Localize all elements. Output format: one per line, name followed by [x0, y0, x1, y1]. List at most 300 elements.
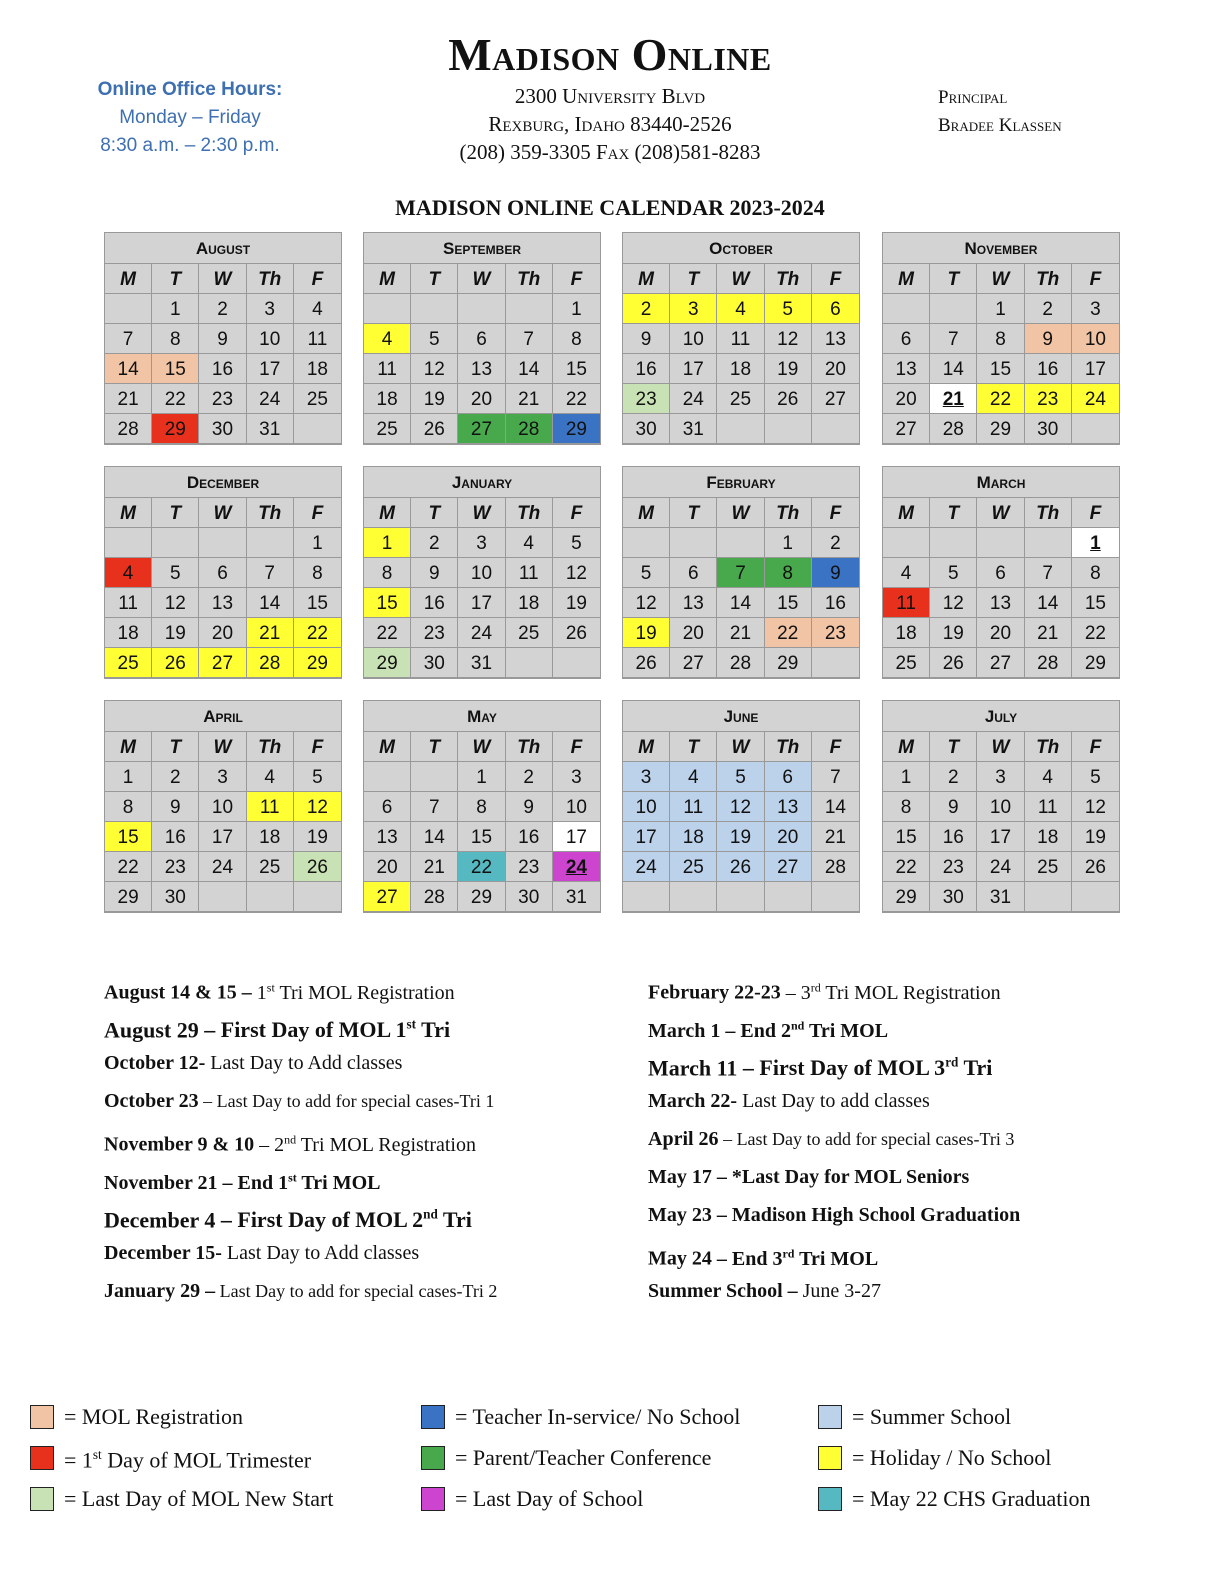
day-cell: 15	[152, 354, 199, 384]
day-cell: 14	[717, 588, 764, 618]
day-cell: 25	[1025, 852, 1072, 882]
day-cell: 12	[294, 792, 341, 822]
legend-label: = Teacher In-service/ No School	[455, 1404, 741, 1429]
day-cell: 27	[812, 384, 859, 414]
day-cell: 16	[930, 822, 977, 852]
weekday-header: T	[411, 732, 458, 762]
legend-label: = 1st Day of MOL Trimester	[64, 1447, 312, 1473]
day-cell: 31	[553, 882, 600, 912]
day-cell: 30	[199, 414, 246, 444]
event-item	[648, 1006, 1020, 1044]
day-cell: 24	[1072, 384, 1119, 414]
day-cell: 22	[458, 852, 505, 882]
day-cell: 27	[199, 648, 246, 678]
day-cell: 26	[717, 852, 764, 882]
day-cell: 25	[883, 648, 930, 678]
day-cell: 1	[977, 294, 1024, 324]
office-hours-time: 8:30 a.m. – 2:30 p.m.	[100, 135, 280, 156]
day-cell: 25	[105, 648, 152, 678]
day-cell: 11	[294, 324, 341, 354]
address-line-2: Rexburg, Idaho 83440-2526	[488, 112, 732, 136]
day-cell: 16	[199, 354, 246, 384]
day-cell: 3	[623, 762, 670, 792]
day-cell: 10	[1072, 324, 1119, 354]
day-cell: 4	[670, 762, 717, 792]
day-cell: 1	[364, 528, 411, 558]
weekday-header: T	[930, 498, 977, 528]
day-cell: 22	[152, 384, 199, 414]
day-cell: 17	[623, 822, 670, 852]
weekday-header: F	[553, 264, 600, 294]
events-list-left	[104, 968, 497, 1310]
day-cell: 14	[105, 354, 152, 384]
day-cell: 1	[458, 762, 505, 792]
day-cell: 7	[411, 792, 458, 822]
day-cell: 29	[294, 648, 341, 678]
day-cell: 1	[765, 528, 812, 558]
event-description: Last Day to add classes	[737, 1090, 930, 1112]
day-cell: 8	[294, 558, 341, 588]
day-cell: 29	[364, 648, 411, 678]
legend-swatch	[421, 1446, 445, 1470]
month-grid	[883, 264, 1119, 444]
month-name: December	[105, 467, 341, 498]
day-cell: 1	[553, 294, 600, 324]
day-cell: 19	[623, 618, 670, 648]
day-cell: 24	[247, 384, 294, 414]
weekday-header: F	[1072, 264, 1119, 294]
month-name: July	[883, 701, 1119, 732]
day-cell: 22	[553, 384, 600, 414]
day-cell: 29	[765, 648, 812, 678]
day-cell: 1	[883, 762, 930, 792]
day-cell: 6	[199, 558, 246, 588]
day-cell: 12	[930, 588, 977, 618]
day-cell: 21	[930, 384, 977, 414]
empty-day-cell	[883, 528, 930, 558]
day-cell: 30	[1025, 414, 1072, 444]
legend-item	[818, 1396, 1091, 1437]
day-cell: 19	[152, 618, 199, 648]
day-cell: 12	[152, 588, 199, 618]
day-cell: 13	[977, 588, 1024, 618]
day-cell: 17	[199, 822, 246, 852]
event-date: February 22-23	[648, 981, 781, 1004]
event-description: Last Day to Add classes	[205, 1052, 403, 1074]
school-header	[380, 28, 840, 166]
day-cell: 18	[506, 588, 553, 618]
day-cell: 19	[930, 618, 977, 648]
legend-swatch	[421, 1405, 445, 1429]
weekday-header: W	[717, 264, 764, 294]
legend-item	[421, 1437, 740, 1478]
day-cell: 26	[623, 648, 670, 678]
month-grid	[623, 498, 859, 678]
day-cell: 8	[364, 558, 411, 588]
day-cell: 23	[506, 852, 553, 882]
legend-label: = Summer School	[852, 1404, 1012, 1429]
day-cell: 6	[765, 762, 812, 792]
day-cell: 8	[765, 558, 812, 588]
day-cell: 7	[247, 558, 294, 588]
day-cell: 10	[458, 558, 505, 588]
empty-day-cell	[247, 882, 294, 912]
day-cell: 21	[1025, 618, 1072, 648]
day-cell: 2	[623, 294, 670, 324]
day-cell: 20	[199, 618, 246, 648]
month-may	[363, 700, 601, 913]
empty-day-cell	[506, 294, 553, 324]
day-cell: 13	[812, 324, 859, 354]
day-cell: 23	[812, 618, 859, 648]
weekday-header: M	[623, 498, 670, 528]
day-cell: 15	[977, 354, 1024, 384]
day-cell: 10	[623, 792, 670, 822]
weekday-header: F	[294, 264, 341, 294]
principal-block	[938, 84, 1062, 140]
day-cell: 11	[506, 558, 553, 588]
month-name: April	[105, 701, 341, 732]
empty-day-cell	[1025, 528, 1072, 558]
day-cell: 18	[247, 822, 294, 852]
month-grid	[364, 264, 600, 444]
day-cell: 17	[247, 354, 294, 384]
day-cell: 30	[623, 414, 670, 444]
day-cell: 9	[623, 324, 670, 354]
weekday-header: F	[553, 498, 600, 528]
weekday-header: Th	[1025, 498, 1072, 528]
event-description: – 3rd Tri MOL Registration	[780, 980, 1001, 1004]
day-cell: 26	[765, 384, 812, 414]
weekday-header: Th	[247, 732, 294, 762]
month-october	[622, 232, 860, 445]
event-item	[104, 1044, 497, 1082]
event-item	[104, 968, 497, 1006]
legend-item	[30, 1437, 333, 1478]
day-cell: 31	[977, 882, 1024, 912]
day-cell: 9	[1025, 324, 1072, 354]
empty-day-cell	[930, 528, 977, 558]
event-description: 1st Tri MOL Registration	[251, 980, 455, 1004]
day-cell: 22	[364, 618, 411, 648]
day-cell: 26	[152, 648, 199, 678]
day-cell: 6	[364, 792, 411, 822]
day-cell: 29	[883, 882, 930, 912]
weekday-header: Th	[765, 498, 812, 528]
day-cell: 1	[105, 762, 152, 792]
day-cell: 15	[553, 354, 600, 384]
day-cell: 27	[977, 648, 1024, 678]
day-cell: 27	[458, 414, 505, 444]
month-name: February	[623, 467, 859, 498]
legend-swatch	[421, 1487, 445, 1511]
day-cell: 26	[930, 648, 977, 678]
event-description: – First Day of MOL 3rd Tri	[737, 1055, 993, 1081]
day-cell: 21	[105, 384, 152, 414]
day-cell: 3	[1072, 294, 1119, 324]
day-cell: 28	[1025, 648, 1072, 678]
empty-day-cell	[623, 882, 670, 912]
school-name: Madison Online	[448, 29, 772, 80]
day-cell: 5	[717, 762, 764, 792]
event-item	[104, 1120, 497, 1158]
weekday-header: Th	[506, 498, 553, 528]
event-date: May 24	[648, 1247, 712, 1270]
month-grid	[364, 732, 600, 912]
legend-column-1	[30, 1396, 333, 1519]
day-cell: 13	[765, 792, 812, 822]
day-cell: 1	[152, 294, 199, 324]
day-cell: 13	[883, 354, 930, 384]
empty-day-cell	[812, 414, 859, 444]
day-cell: 22	[765, 618, 812, 648]
empty-day-cell	[152, 528, 199, 558]
day-cell: 10	[247, 324, 294, 354]
weekday-header: W	[458, 498, 505, 528]
day-cell: 4	[294, 294, 341, 324]
day-cell: 26	[1072, 852, 1119, 882]
day-cell: 25	[247, 852, 294, 882]
day-cell: 22	[294, 618, 341, 648]
day-cell: 23	[930, 852, 977, 882]
day-cell: 15	[883, 822, 930, 852]
day-cell: 1	[1072, 528, 1119, 558]
month-grid	[883, 732, 1119, 912]
day-cell: 7	[105, 324, 152, 354]
event-date: August 14 & 15 –	[104, 981, 252, 1004]
day-cell: 29	[152, 414, 199, 444]
empty-day-cell	[553, 648, 600, 678]
day-cell: 8	[458, 792, 505, 822]
event-date: Summer School –	[648, 1280, 798, 1302]
day-cell: 6	[458, 324, 505, 354]
day-cell: 29	[458, 882, 505, 912]
weekday-header: M	[883, 264, 930, 294]
weekday-header: M	[623, 264, 670, 294]
month-name: August	[105, 233, 341, 264]
day-cell: 26	[294, 852, 341, 882]
day-cell: 23	[623, 384, 670, 414]
day-cell: 21	[812, 822, 859, 852]
weekday-header: F	[812, 498, 859, 528]
empty-day-cell	[765, 882, 812, 912]
weekday-header: F	[812, 264, 859, 294]
day-cell: 5	[553, 528, 600, 558]
day-cell: 31	[247, 414, 294, 444]
day-cell: 30	[152, 882, 199, 912]
weekday-header: Th	[247, 498, 294, 528]
weekday-header: F	[294, 732, 341, 762]
day-cell: 29	[1072, 648, 1119, 678]
day-cell: 4	[883, 558, 930, 588]
day-cell: 28	[105, 414, 152, 444]
day-cell: 11	[105, 588, 152, 618]
day-cell: 29	[977, 414, 1024, 444]
day-cell: 24	[199, 852, 246, 882]
month-name: November	[883, 233, 1119, 264]
month-july	[882, 700, 1120, 913]
event-date: May 23 – Madison High School Graduation	[648, 1204, 1021, 1226]
day-cell: 14	[812, 792, 859, 822]
day-cell: 16	[1025, 354, 1072, 384]
weekday-header: Th	[506, 732, 553, 762]
event-item	[104, 1006, 497, 1044]
office-hours	[80, 76, 300, 160]
office-hours-title: Online Office Hours:	[97, 79, 283, 100]
event-item	[648, 1234, 1020, 1272]
weekday-header: M	[364, 498, 411, 528]
day-cell: 21	[506, 384, 553, 414]
weekday-header: Th	[247, 264, 294, 294]
day-cell: 3	[199, 762, 246, 792]
weekday-header: T	[152, 732, 199, 762]
day-cell: 17	[1072, 354, 1119, 384]
day-cell: 2	[930, 762, 977, 792]
event-item	[648, 1044, 1020, 1082]
principal-title: Principal	[938, 87, 1008, 108]
legend-swatch	[30, 1446, 54, 1470]
day-cell: 28	[930, 414, 977, 444]
day-cell: 2	[506, 762, 553, 792]
day-cell: 27	[765, 852, 812, 882]
events-list-right	[648, 968, 1020, 1310]
event-date: December 15-	[104, 1242, 222, 1264]
day-cell: 3	[553, 762, 600, 792]
day-cell: 22	[1072, 618, 1119, 648]
day-cell: 11	[883, 588, 930, 618]
event-item	[104, 1082, 497, 1120]
event-item	[648, 1158, 1020, 1196]
day-cell: 22	[883, 852, 930, 882]
event-date: December 4	[104, 1207, 216, 1233]
weekday-header: F	[1072, 498, 1119, 528]
day-cell: 18	[364, 384, 411, 414]
event-item	[648, 1120, 1020, 1158]
month-grid	[105, 264, 341, 444]
day-cell: 31	[458, 648, 505, 678]
day-cell: 25	[294, 384, 341, 414]
day-cell: 15	[364, 588, 411, 618]
event-description: – 2nd Tri MOL Registration	[254, 1132, 476, 1156]
day-cell: 5	[1072, 762, 1119, 792]
month-april	[104, 700, 342, 913]
month-january	[363, 466, 601, 679]
day-cell: 6	[883, 324, 930, 354]
principal-name: Bradee Klassen	[938, 115, 1062, 136]
month-february	[622, 466, 860, 679]
legend-item	[421, 1396, 740, 1437]
weekday-header: W	[977, 732, 1024, 762]
day-cell: 22	[977, 384, 1024, 414]
weekday-header: W	[199, 264, 246, 294]
day-cell: 9	[199, 324, 246, 354]
day-cell: 20	[364, 852, 411, 882]
day-cell: 11	[670, 792, 717, 822]
day-cell: 15	[294, 588, 341, 618]
day-cell: 8	[1072, 558, 1119, 588]
weekday-header: Th	[765, 732, 812, 762]
weekday-header: M	[364, 264, 411, 294]
day-cell: 25	[506, 618, 553, 648]
month-grid	[105, 498, 341, 678]
month-grid	[105, 732, 341, 912]
event-date: January 29 –	[104, 1280, 216, 1302]
legend-swatch	[30, 1405, 54, 1429]
day-cell: 16	[623, 354, 670, 384]
empty-day-cell	[623, 528, 670, 558]
day-cell: 5	[152, 558, 199, 588]
day-cell: 7	[506, 324, 553, 354]
empty-day-cell	[105, 528, 152, 558]
day-cell: 2	[812, 528, 859, 558]
weekday-header: T	[930, 264, 977, 294]
day-cell: 12	[411, 354, 458, 384]
empty-day-cell	[765, 414, 812, 444]
weekday-header: M	[105, 264, 152, 294]
day-cell: 20	[670, 618, 717, 648]
empty-day-cell	[411, 762, 458, 792]
day-cell: 22	[105, 852, 152, 882]
day-cell: 18	[105, 618, 152, 648]
weekday-header: F	[1072, 732, 1119, 762]
day-cell: 28	[717, 648, 764, 678]
day-cell: 14	[1025, 588, 1072, 618]
calendar-title: MADISON ONLINE CALENDAR 2023-2024	[395, 195, 825, 220]
day-cell: 20	[812, 354, 859, 384]
day-cell: 2	[1025, 294, 1072, 324]
day-cell: 14	[411, 822, 458, 852]
day-cell: 23	[1025, 384, 1072, 414]
weekday-header: T	[670, 264, 717, 294]
legend-item	[30, 1478, 333, 1519]
day-cell: 27	[883, 414, 930, 444]
day-cell: 11	[364, 354, 411, 384]
weekday-header: Th	[506, 264, 553, 294]
empty-day-cell	[717, 528, 764, 558]
empty-day-cell	[506, 648, 553, 678]
empty-day-cell	[930, 294, 977, 324]
day-cell: 4	[105, 558, 152, 588]
day-cell: 10	[670, 324, 717, 354]
event-item	[648, 1082, 1020, 1120]
empty-day-cell	[105, 294, 152, 324]
day-cell: 14	[247, 588, 294, 618]
event-item	[648, 1196, 1020, 1234]
weekday-header: W	[199, 498, 246, 528]
day-cell: 24	[623, 852, 670, 882]
weekday-header: T	[152, 264, 199, 294]
day-cell: 3	[977, 762, 1024, 792]
day-cell: 19	[553, 588, 600, 618]
day-cell: 18	[294, 354, 341, 384]
day-cell: 18	[883, 618, 930, 648]
day-cell: 16	[152, 822, 199, 852]
event-item	[648, 1272, 1020, 1310]
event-date: November 9 & 10	[104, 1133, 255, 1156]
day-cell: 19	[411, 384, 458, 414]
day-cell: 12	[1072, 792, 1119, 822]
day-cell: 8	[553, 324, 600, 354]
day-cell: 8	[883, 792, 930, 822]
day-cell: 10	[977, 792, 1024, 822]
legend-item	[30, 1396, 333, 1437]
day-cell: 7	[717, 558, 764, 588]
day-cell: 17	[458, 588, 505, 618]
day-cell: 26	[411, 414, 458, 444]
day-cell: 20	[458, 384, 505, 414]
day-cell: 28	[812, 852, 859, 882]
day-cell: 6	[977, 558, 1024, 588]
